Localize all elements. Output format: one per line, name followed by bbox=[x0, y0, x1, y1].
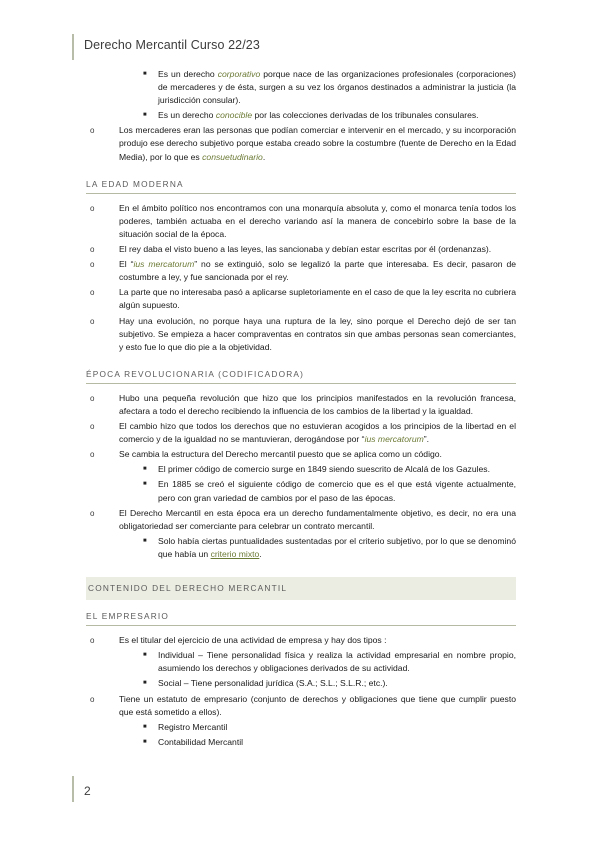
section-heading-contenido: CONTENIDO DEL DERECHO MERCANTIL bbox=[86, 577, 516, 600]
list-item: o El Derecho Mercantil en esta época era un derecho fundamentalmente objetivo, es decir, no era una obligatoriedad ser comerciante para celebrar un contrato mercantil. bbox=[86, 507, 516, 533]
list-item: ■ Contabilidad Mercantil bbox=[86, 736, 516, 749]
list-item: ■ Solo había ciertas puntualidades sustentadas por el criterio subjetivo, por lo que se denominó que había un criterio mixto. bbox=[86, 535, 516, 561]
header-rule bbox=[72, 34, 74, 60]
list-item: ■ Es un derecho conocible por las colecciones derivadas de los tribunales consulares. bbox=[86, 109, 516, 122]
list-item: o Hay una evolución, no porque haya una ruptura de la ley, sino porque el Derecho dejó de ser tan subjetivo. Se empieza a hacer compraventas en contratos sin que ambas personas sean comerciantes, y esto fue lo que dio pie a la objetividad. bbox=[86, 315, 516, 354]
page-number: 2 bbox=[84, 784, 91, 798]
document-body bbox=[86, 68, 516, 751]
criterio-mixto-link[interactable]: criterio mixto bbox=[210, 548, 260, 559]
empresario-list bbox=[86, 634, 516, 749]
footer-rule bbox=[72, 776, 74, 802]
list-item: o El “ius mercatorum” no se extinguió, solo se legalizó la parte que interesaba. Es decir, pasaron de costumbre a ley, y fue sancionada por el rey. bbox=[86, 258, 516, 284]
list-item: o El cambio hizo que todos los derechos que no estuvieran acogidos a los principios de la libertad en el comercio y de la igualdad no se mantuvieran, derogándose por “ius mercatorum”. bbox=[86, 420, 516, 446]
page-header-title: Derecho Mercantil Curso 22/23 bbox=[84, 38, 260, 52]
list-item: o Hubo una pequeña revolución que hizo que los principios manifestados en la revolución francesa, afectara a todo el derecho recibiendo la influencia de los cambios de la libertad y la igualdad. bbox=[86, 392, 516, 418]
list-item: ■ Individual – Tiene personalidad física y realiza la actividad empresarial en nombre propio, asumiendo los derechos y obligaciones derivados de su actividad. bbox=[86, 649, 516, 675]
list-item: o Se cambia la estructura del Derecho mercantil puesto que se aplica como un código. bbox=[86, 448, 516, 461]
intro-list bbox=[86, 68, 516, 164]
list-item: o Es el titular del ejercicio de una actividad de empresa y hay dos tipos : bbox=[86, 634, 516, 647]
list-item: o Los mercaderes eran las personas que podían comerciar e intervenir en el mercado, y su incorporación produjo ese derecho subjetivo porque estaba creado sobre la costumbre (fuente de Derecho en la Edad Media), por lo que es consuetudinario. bbox=[86, 124, 516, 163]
list-item: ■ Es un derecho corporativo porque nace de las organizaciones profesionales (corporaciones) de mercaderes y de ésta, surgen a su vez los órganos destinados a administrar la justicia (la jurisdicción consular). bbox=[86, 68, 516, 107]
section-heading-epoca-revolucionaria: ÉPOCA REVOLUCIONARIA (CODIFICADORA) bbox=[86, 368, 516, 384]
list-item: ■ Registro Mercantil bbox=[86, 721, 516, 734]
list-item: ■ En 1885 se creó el siguiente código de comercio que es el que está vigente actualmente, pero con gran variedad de cambios por el paso de las épocas. bbox=[86, 478, 516, 504]
list-item: o La parte que no interesaba pasó a aplicarse supletoriamente en el caso de que la ley escrita no cubriera algún supuesto. bbox=[86, 286, 516, 312]
list-item: o El rey daba el visto bueno a las leyes, las sancionaba y debían estar escritas por él (ordenanzas). bbox=[86, 243, 516, 256]
list-item: o En el ámbito político nos encontramos con una monarquía absoluta y, como el monarca tenía todos los poderes, también actuaba en el derecho variando así la manera de concebirlo sobre la base de la situación social de la época. bbox=[86, 202, 516, 241]
list-item: ■ Social – Tiene personalidad jurídica (S.A.; S.L.; S.L.R.; etc.). bbox=[86, 677, 516, 690]
epoca-revolucionaria-list bbox=[86, 392, 516, 561]
section-heading-edad-moderna: LA EDAD MODERNA bbox=[86, 178, 516, 194]
section-heading-empresario: EL EMPRESARIO bbox=[86, 610, 516, 626]
edad-moderna-list bbox=[86, 202, 516, 354]
list-item: ■ El primer código de comercio surge en 1849 siendo suescrito de Alcalá de los Gazules. bbox=[86, 463, 516, 476]
list-item: o Tiene un estatuto de empresario (conjunto de derechos y obligaciones que tiene que cumplir puesto que está sometido a ellos). bbox=[86, 693, 516, 719]
